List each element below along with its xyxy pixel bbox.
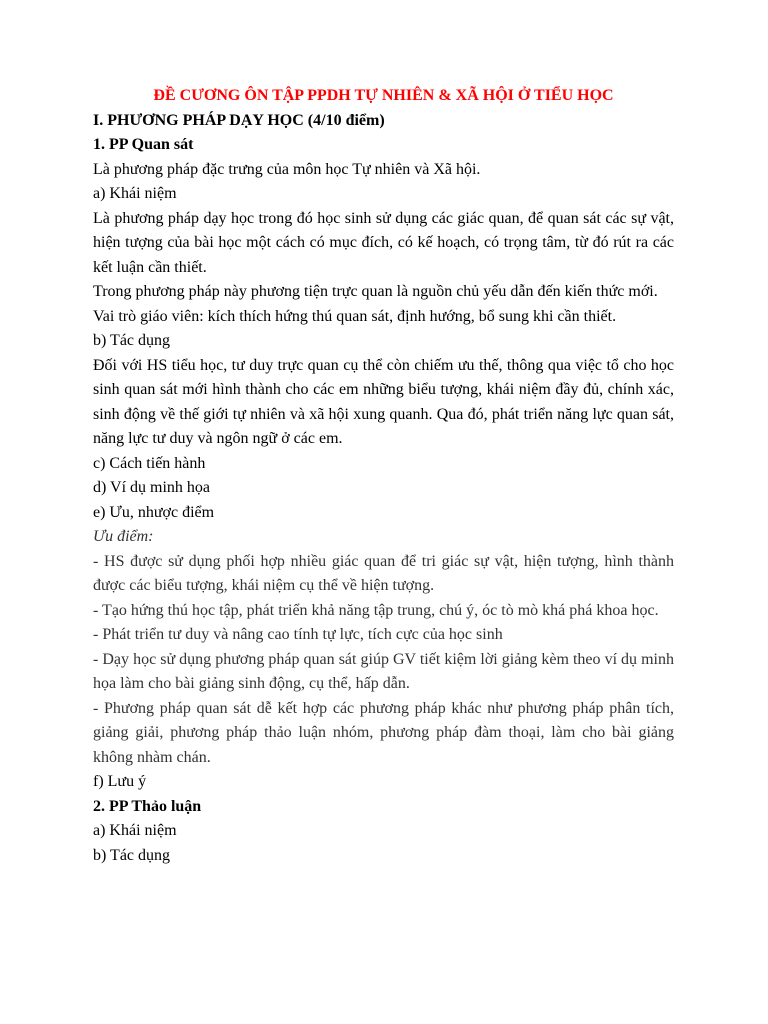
observation-concept-paragraph-2: Trong phương pháp này phương tiện trực quan là nguồn chủ yếu dẫn đến kiến thức mới.: [93, 283, 658, 300]
document-page: [93, 84, 674, 868]
advantages-label: Ưu điểm:: [93, 528, 154, 545]
discussion-concept-label: a) Khái niệm: [93, 822, 177, 839]
advantage-item: - HS được sử dụng phối hợp nhiều giác quan để tri giác sự vật, hiện tượng, hình thành được các biểu tượng, khái niệm cụ thể về hiện tượng.: [93, 552, 674, 594]
observation-notes-label: f) Lưu ý: [93, 773, 147, 790]
observation-effect-label: b) Tác dụng: [93, 332, 171, 349]
advantage-item: - Phương pháp quan sát dễ kết hợp các phương pháp khác như phương pháp phân tích, giảng giải, phương pháp thảo luận nhóm, phương pháp đàm thoại, làm cho bài giảng không nhàm chán.: [93, 699, 674, 766]
observation-procedure-label: c) Cách tiến hành: [93, 454, 206, 472]
observation-concept-paragraph-3: Vai trò giáo viên: kích thích hứng thú quan sát, định hướng, bổ sung khi cần thiết.: [93, 307, 617, 325]
section-heading-methods: I. PHƯƠNG PHÁP DẠY HỌC (4/10 điểm): [93, 111, 385, 129]
heading-discussion-method: 2. PP Thảo luận: [93, 797, 202, 815]
document-title: ĐỀ CƯƠNG ÔN TẬP PPDH TỰ NHIÊN & XÃ HỘI Ở TIỂU HỌC: [153, 87, 614, 104]
observation-effect-paragraph: Đối với HS tiểu học, tư duy trực quan cụ thể còn chiếm ưu thế, thông qua việc tổ cho học sinh quan sát mới hình thành cho các em những biểu tượng, khái niệm đầy đủ, chính xác, sinh động về thế giới tự nhiên và xã hội xung quanh. Qua đó, phát triển năng lực quan sát, năng lực tư duy và ngôn ngữ ở các em.: [93, 356, 674, 447]
observation-pros-cons-label: e) Ưu, nhược điểm: [93, 503, 215, 521]
advantage-item: - Tạo hứng thú học tập, phát triển khả năng tập trung, chú ý, óc tò mò khá phá khoa học.: [93, 601, 659, 619]
advantage-item: - Dạy học sử dụng phương pháp quan sát giúp GV tiết kiệm lời giảng kèm theo ví dụ minh họa làm cho bài giảng sinh động, cụ thể, hấp dẫn.: [93, 650, 674, 692]
discussion-effect-label: b) Tác dụng: [93, 846, 171, 864]
observation-example-label: d) Ví dụ minh họa: [93, 479, 211, 496]
advantage-item: - Phát triển tư duy và nâng cao tính tự lực, tích cực của học sinh: [93, 626, 503, 643]
heading-observation-method: 1. PP Quan sát: [93, 136, 194, 153]
observation-concept-paragraph-1: Là phương pháp dạy học trong đó học sinh sử dụng các giác quan, để quan sát các sự vật, hiện tượng của bài học một cách có mục đích, có kế hoạch, có trọng tâm, từ đó rút ra các kết luận cần thiết.: [93, 209, 674, 276]
observation-concept-label: a) Khái niệm: [93, 185, 177, 202]
observation-intro: Là phương pháp đặc trưng của môn học Tự nhiên và Xã hội.: [93, 160, 481, 178]
